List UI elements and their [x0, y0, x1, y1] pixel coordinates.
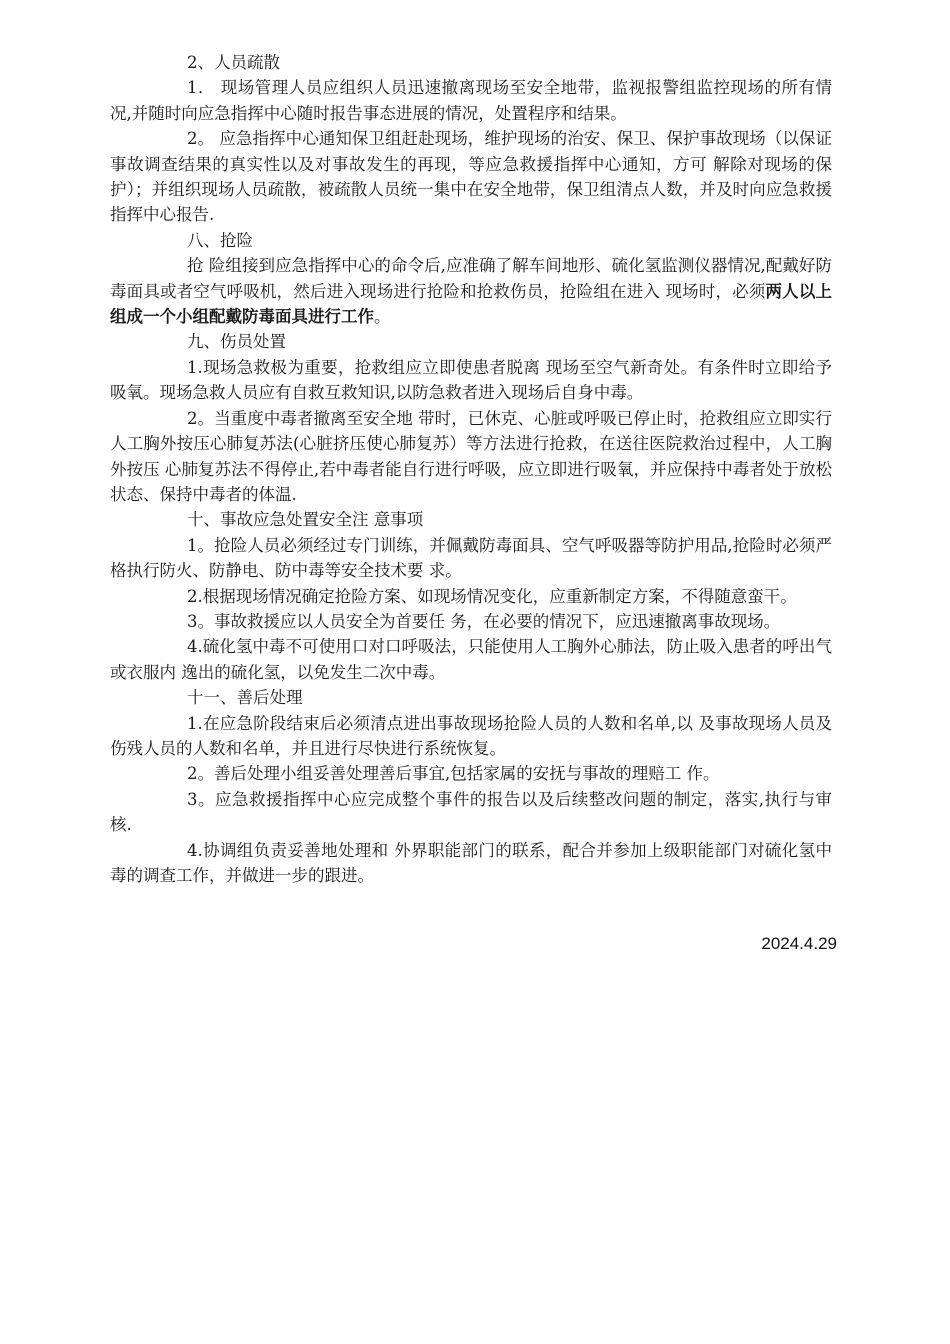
paragraph: 1． 现场管理人员应组织人员迅速撤离现场至安全地带，监视报警组监控现场的所有情况,并随时向应急指挥中心随时报告事态进展的情况，处置程序和结果。: [110, 78, 832, 123]
paragraph-text: 。: [374, 307, 391, 327]
section-heading-aftermath: 十一、善后处理: [187, 688, 303, 708]
document-body: [110, 50, 832, 888]
paragraph: 2.根据现场情况确定抢险方案、如现场情况变化，应重新制定方案，不得随意蛮干。: [187, 586, 797, 606]
paragraph: 3。事故救援应以人员安全为首要任 务，在必要的情况下，应迅速撤离事故现场。: [187, 611, 781, 631]
document-date: 2024.4.29: [761, 934, 837, 953]
paragraph: 1。抢险人员必须经过专门训练，并佩戴防毒面具、空气呼吸器等防护用品,抢险时必须严格执行防火、防静电、防中毒等安全技术要 求。: [110, 535, 832, 581]
paragraph: 4.硫化氢中毒不可使用口对口呼吸法，只能使用人工胸外心肺法，防止吸入患者的呼出气或衣服内 逸出的硫化氢，以免发生二次中毒。: [110, 637, 832, 682]
section-heading-safety: 十、事故应急处置安全注 意事项: [187, 510, 424, 530]
paragraph: 4.协调组负责妥善地处理和 外界职能部门的联系，配合并参加上级职能部门对硫化氢中毒的调查工作，并做进一步的跟进。: [110, 840, 832, 885]
paragraph: 1.在应急阶段结束后必须清点进出事故现场抢险人员的人数和名单,以 及事故现场人员及伤残人员的人数和名单，并且进行尽快进行系统恢复。: [110, 713, 832, 758]
section-heading-rescue: 八、抢险: [187, 230, 253, 250]
paragraph: [110, 253, 832, 329]
emphasized-text: 两人以上组成一个小组配戴防毒面具进行工作: [110, 281, 833, 327]
paragraph-text: 抢 险组接到应急指挥中心的命令后,应准确了解车间地形、硫化氢监测仪器情况,配戴好防毒面具或者空气呼吸机，然后进入现场进行抢险和抢救伤员，抢险组在进入 现场时，必须: [110, 256, 832, 301]
paragraph: 2。 应急指挥中心通知保卫组赶赴现场，维护现场的治安、保卫、保护事故现场（以保证事故调查结果的真实性以及对事故发生的再现，等应急救援指挥中心通知，方可 解除对现场的保护）；并组织现场人员疏散，被疏散人员统一集中在安全地带，保卫组清点人数，并及时向应急救援指挥中心报告.: [110, 129, 832, 225]
paragraph: 1.现场急救极为重要，抢救组应立即使患者脱离 现场至空气新奇处。有条件时立即给予吸氧。现场急救人员应有自救互救知识,以防急救者进入现场后自身中毒。: [110, 357, 832, 403]
paragraph: 3。应急救援指挥中心应完成整个事件的报告以及后续整改问题的制定，落实,执行与审核.: [110, 789, 832, 835]
section-heading-evacuation: 2、人员疏散: [187, 53, 280, 72]
paragraph: 2。善后处理小组妥善处理善后事宜,包括家属的安抚与事故的理赔工 作。: [187, 764, 720, 784]
section-heading-casualty: 九、伤员处置: [187, 332, 286, 352]
paragraph: 2。当重度中毒者撤离至安全地 带时，已休克、心脏或呼吸已停止时，抢救组应立即实行人工胸外按压心肺复苏法(心脏挤压使心肺复苏）等方法进行抢救，在送往医院救治过程中，人工胸外按压 心肺复苏法不得停止,若中毒者能自行进行呼吸，应立即进行吸氧，并应保持中毒者处于放松状态、保持中毒者的体温.: [110, 408, 832, 504]
